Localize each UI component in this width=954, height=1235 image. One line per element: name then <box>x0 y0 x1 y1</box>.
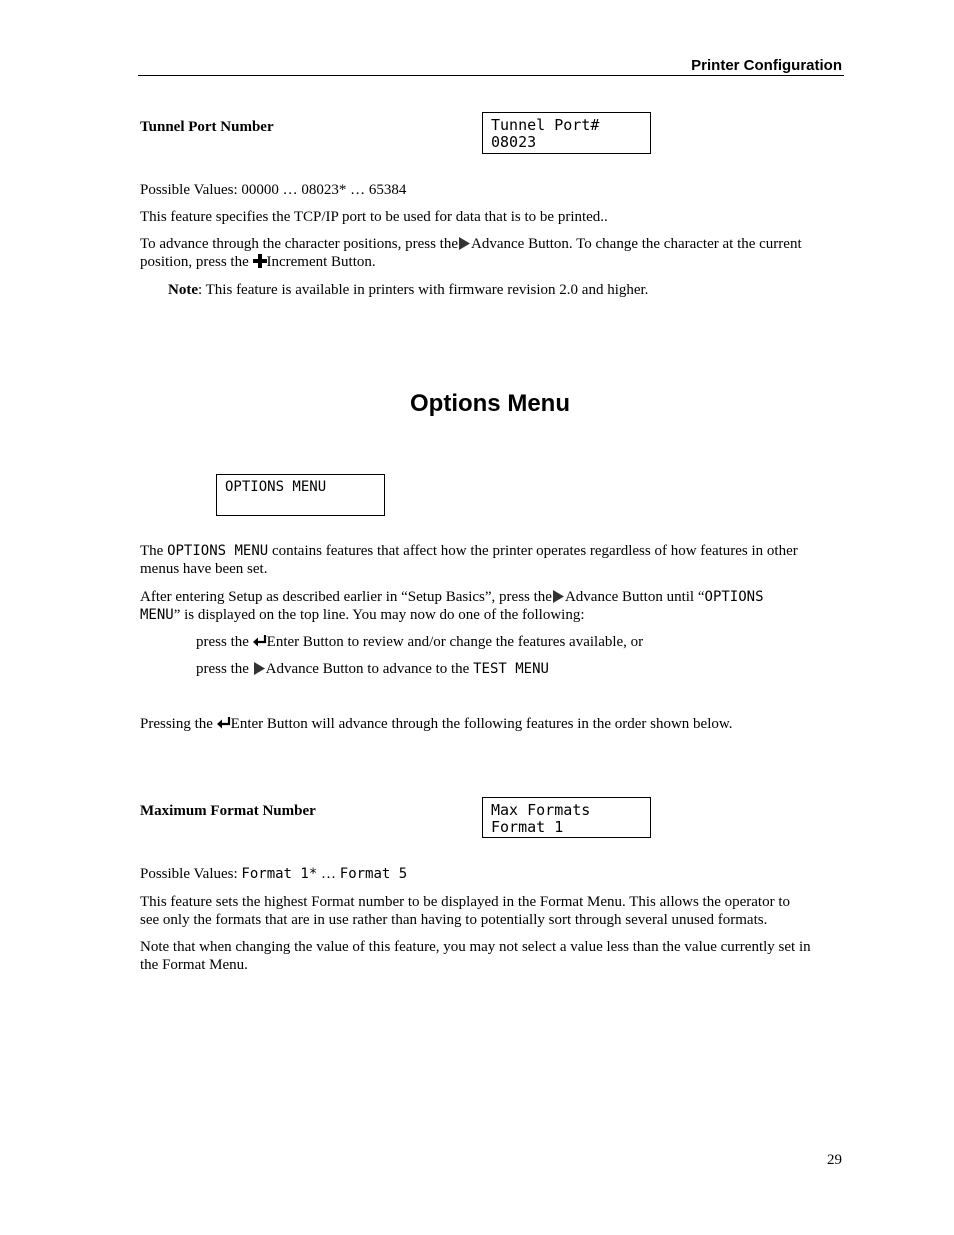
lcd-line-1: Max Formats <box>491 801 591 819</box>
advance-triangle-icon <box>253 662 266 675</box>
tunnel-description: This feature specifies the TCP/IP port to be used for data that is to be printed.. <box>140 209 608 225</box>
option-enter-item: press the Enter Button to review and/or change the features available, or <box>196 634 644 650</box>
lcd-line-2: Format 1 <box>491 818 564 836</box>
lcd-line-2: 08023 <box>491 133 537 151</box>
options-setup-paragraph: After entering Setup as described earlier in “Setup Basics”, press the Advance Button until “OPTIONS MENU” is displayed on the top line. You may now do one of the following: <box>140 589 764 623</box>
note-label: Note <box>168 282 198 298</box>
page-number: 29 <box>827 1152 842 1168</box>
lcd-line-1: Tunnel Port# <box>491 116 600 134</box>
running-header: Printer Configuration <box>691 57 842 74</box>
tunnel-possible-values: Possible Values: 00000 … 08023* … 65384 <box>140 182 407 198</box>
advance-triangle-icon <box>552 590 565 603</box>
options-menu-lcd <box>216 474 385 516</box>
options-intro-paragraph: The OPTIONS MENU contains features that affect how the printer operates regardless of how features in other menus have been set. <box>140 543 798 577</box>
max-format-possible-values: Possible Values: Format 1* … Format 5 <box>140 866 408 882</box>
max-format-title: Maximum Format Number <box>140 803 316 819</box>
tunnel-note: Note: This feature is available in printers with firmware revision 2.0 and higher. <box>168 282 649 298</box>
enter-arrow-icon <box>253 635 267 648</box>
lcd-line-1: OPTIONS MENU <box>225 479 327 495</box>
max-format-lcd <box>482 797 651 838</box>
enter-arrow-icon <box>217 717 231 730</box>
option-advance-item: press the Advance Button to advance to the TEST MENU <box>196 661 549 677</box>
header-rule <box>138 75 844 76</box>
tunnel-advance-paragraph: To advance through the character positions, press the Advance Button. To change the character at the current position, press the Increment Button. <box>140 236 802 270</box>
options-menu-heading: Options Menu <box>410 390 570 417</box>
tunnel-port-lcd <box>482 112 651 154</box>
max-format-note: Note that when changing the value of this feature, you may not select a value less than the value currently set in the Format Menu. <box>140 939 811 973</box>
plus-icon <box>253 254 267 268</box>
max-format-description: This feature sets the highest Format number to be displayed in the Format Menu. This allows the operator to see only the formats that are in use rather than having to potentially sort through several unused formats. <box>140 894 791 928</box>
tunnel-port-title: Tunnel Port Number <box>140 119 274 135</box>
advance-triangle-icon <box>458 237 471 250</box>
options-enter-paragraph: Pressing the Enter Button will advance through the following features in the order shown below. <box>140 716 733 732</box>
